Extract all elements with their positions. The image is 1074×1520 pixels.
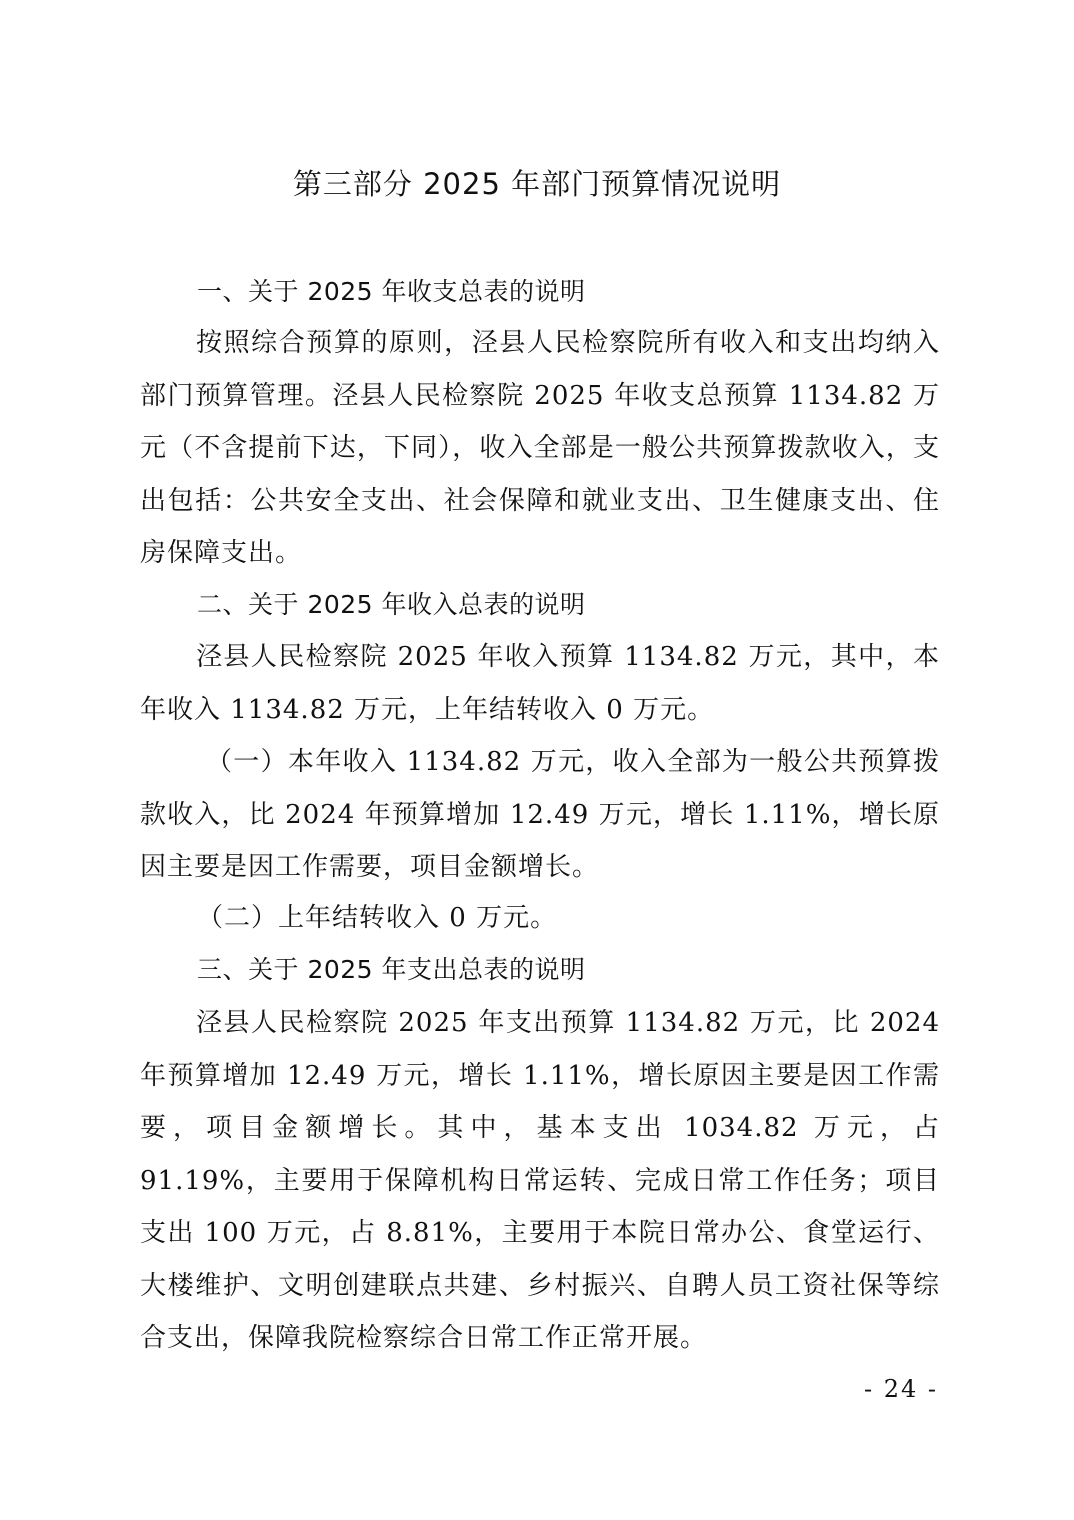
section-3-heading: 三、关于 2025 年支出总表的说明 [197,955,586,984]
section-2-paragraph-2: （一）本年收入 1134.82 万元，收入全部为一般公共预算拨款收入，比 2024 年预算增加 12.49 万元，增长 1.11%，增长原因主要是因工作需要，项目金额增长。 [140,747,940,882]
section-2-paragraph-1: 泾县人民检察院 2025 年收入预算 1134.82 万元，其中，本年收入 1134.82 万元，上年结转收入 0 万元。 [140,642,940,725]
page-title: 第三部分 2025 年部门预算情况说明 [292,167,782,201]
section-2-heading: 二、关于 2025 年收入总表的说明 [197,590,586,619]
page-number: - 24 - [863,1375,938,1403]
section-1-heading: 一、关于 2025 年收支总表的说明 [197,277,586,306]
section-3-paragraph-1: 泾县人民检察院 2025 年支出预算 1134.82 万元，比 2024 年预算增加 12.49 万元，增长 1.11%，增长原因主要是因工作需要，项目金额增长。其中，基本支出 1034.82 万元，占 91.19%，主要用于保障机构日常运转、完成日常工作任务；项目支出 100 万元，占 8.81%，主要用于本院日常办公、食堂运行、大楼维护、文明创建联点共建、乡村振兴、自聘人员工资社保等综合支出，保障我院检察综合日常工作正常开展。 [140,1008,940,1353]
section-2-paragraph-3: （二）上年结转收入 0 万元。 [197,903,558,933]
section-1-paragraph-1: 按照综合预算的原则，泾县人民检察院所有收入和支出均纳入部门预算管理。泾县人民检察院 2025 年收支总预算 1134.82 万元（不含提前下达，下同），收入全部是一般公共预算拨款收入，支出包括：公共安全支出、社会保障和就业支出、卫生健康支出、住房保障支出。 [140,328,940,568]
